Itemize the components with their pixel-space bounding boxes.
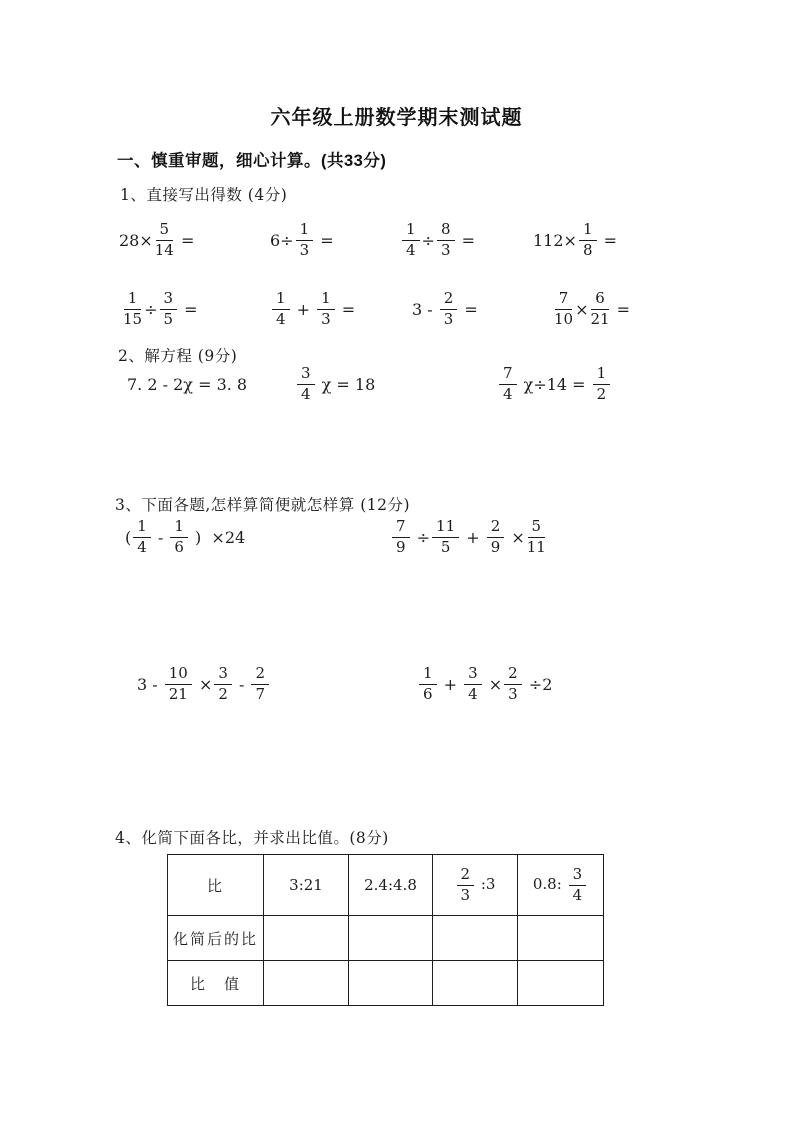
ratio-cell: 3:21 [264, 855, 349, 916]
math-expression: 112× $\frac{1}{8}$ = [533, 220, 617, 259]
empty-answer-cell [349, 916, 433, 961]
ratio-cell: 2.4:4.8 [349, 855, 433, 916]
math-expression: $\frac{1}{6}$ + $\frac{3}{4}$ × $\frac{2}{3}$ ÷2 [417, 663, 552, 705]
equation: $\frac{7}{4}$ χ÷14 = $\frac{1}{2}$ [497, 363, 612, 405]
math-expression: 3 - $\frac{2}{3}$ = [412, 289, 478, 328]
question2-label: 2、解方程 (9分) [118, 347, 238, 365]
empty-answer-cell [264, 961, 349, 1006]
empty-answer-cell [264, 916, 349, 961]
math-expression: 3 - $\frac{10}{21}$ × $\frac{3}{2}$ - $\frac{2}{7}$ [137, 663, 271, 705]
question3-label: 3、下面各题,怎样算简便就怎样算 (12分) [115, 496, 411, 514]
math-expression: $\frac{7}{9}$ ÷ $\frac{11}{5}$ + $\frac{2}{9}$ × $\frac{5}{11}$ [390, 516, 548, 558]
equation: $\frac{3}{4}$ χ = 18 [295, 363, 375, 405]
math-expression: ( $\frac{1}{4}$ - $\frac{1}{6}$ ) ×24 [125, 517, 246, 556]
math-expression: $\frac{7}{10}$ × $\frac{6}{21}$ = [554, 289, 631, 328]
ratio-cell: $\frac{2}{3}$ :3 [433, 855, 518, 916]
empty-answer-cell [433, 961, 518, 1006]
question4-label: 4、化简下面各比，并求出比值。(8分) [115, 829, 389, 847]
equation: 7. 2 - 2χ = 3. 8 [127, 374, 248, 394]
math-expression: 28× $\frac{5}{14}$ = [119, 220, 195, 259]
question1-label: 1、直接写出得数 (4分) [120, 186, 288, 204]
table-row [168, 961, 604, 1006]
ratio-table [167, 854, 604, 1006]
table-row [168, 916, 604, 961]
table-row [168, 855, 604, 916]
table-row-header: 化简后的比 [168, 916, 264, 961]
empty-answer-cell [518, 961, 604, 1006]
empty-answer-cell [518, 916, 604, 961]
math-expression: $\frac{1}{4}$ + $\frac{1}{3}$ = [270, 288, 355, 330]
table-row-header: 比 值 [168, 961, 264, 1006]
math-expression: 6÷ $\frac{1}{3}$ = [270, 220, 334, 259]
ratio-cell: 0.8: $\frac{3}{4}$ [518, 855, 604, 916]
table-row-header: 比 [168, 855, 264, 916]
section1-heading: 一、慎重审题，细心计算。(共33分) [117, 152, 387, 170]
empty-answer-cell [433, 916, 518, 961]
math-expression: $\frac{1}{15}$ ÷ $\frac{3}{5}$ = [123, 289, 198, 328]
math-expression: $\frac{1}{4}$ ÷ $\frac{8}{3}$ = [400, 219, 475, 261]
empty-answer-cell [349, 961, 433, 1006]
page-title: 六年级上册数学期末测试题 [270, 107, 523, 129]
